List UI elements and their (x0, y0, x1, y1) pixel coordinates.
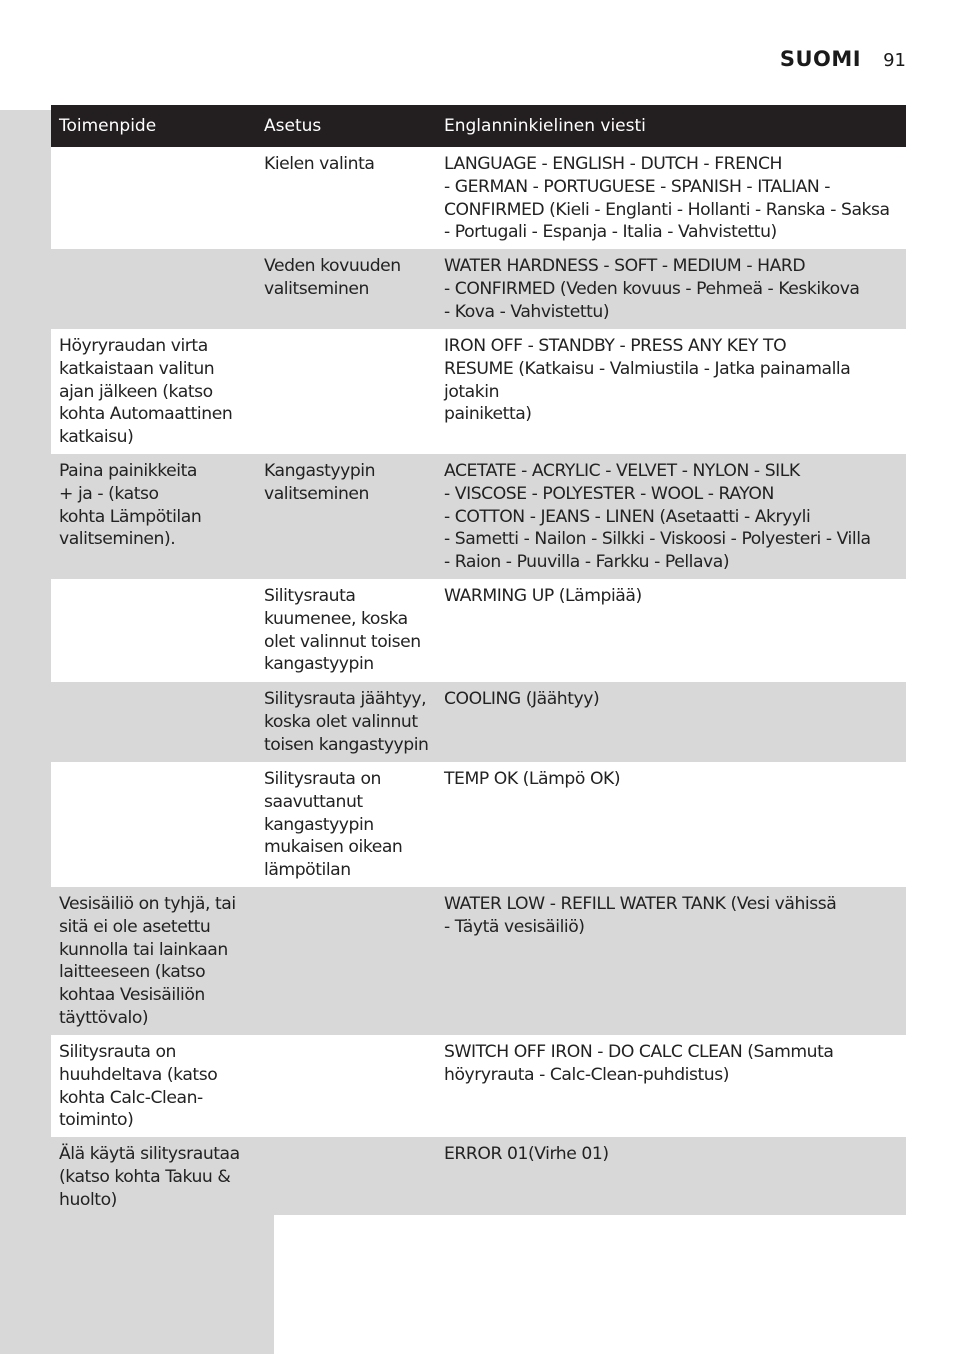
table-row (51, 579, 906, 682)
cell-message: COOLING (Jäähtyy) (444, 689, 600, 709)
cell-setting: Silitysrauta jäähtyy, koska olet valinnut toisen kangastyypin (264, 689, 429, 755)
cell-action: Älä käytä silitysrautaa (katso kohta Takuu & huolto) (59, 1144, 240, 1210)
table-row (51, 762, 906, 887)
cell-action (51, 768, 256, 887)
cell-action: Vesisäiliö on tyhjä, tai sitä ei ole asetettu kunnolla tai lainkaan laitteeseen (katso kohtaa Vesisäiliön täyttövalo) (59, 894, 236, 1028)
cell-message: WATER HARDNESS - SOFT - MEDIUM - HARD - CONFIRMED (Veden kovuus - Pehmeä - Keskikova - Kova - Vahvistettu) (444, 256, 860, 322)
cell-message: IRON OFF - STANDBY - PRESS ANY KEY TO RESUME (Katkaisu - Valmiustila - Jatka painamalla jotakin painiketta) (444, 336, 851, 425)
column-header-action: Toimenpide (59, 116, 157, 136)
page-number: 91 (883, 50, 906, 71)
cell-message: WATER LOW - REFILL WATER TANK (Vesi vähissä - Täytä vesisäiliö) (444, 894, 837, 937)
cell-setting: Kielen valinta (264, 154, 375, 174)
cell-action: Paina painikkeita + ja - (katso kohta Lämpötilan valitseminen). (59, 461, 202, 550)
table-row (51, 249, 906, 329)
cell-setting (256, 1143, 436, 1215)
cell-setting (256, 893, 436, 1035)
column-header-message: Englanninkielinen viesti (444, 116, 646, 136)
cell-action (51, 153, 256, 249)
table-row (51, 454, 906, 579)
table-row (51, 147, 906, 249)
cell-action: Silitysrauta on huuhdeltava (katso kohta Calc-Clean- toiminto) (59, 1042, 218, 1131)
message-table (51, 105, 906, 1215)
cell-setting (256, 335, 436, 454)
table-row (51, 1035, 906, 1137)
cell-message: TEMP OK (Lämpö OK) (444, 769, 621, 789)
cell-message: ACETATE - ACRYLIC - VELVET - NYLON - SILK - VISCOSE - POLYESTER - WOOL - RAYON - COTTON - JEANS - LINEN (Asetaatti - Akryyli - Sametti - Nailon - Silkki - Viskoosi - Polyesteri - Villa - Raion - Puuvilla - Farkku - Pellava) (444, 461, 871, 573)
cell-setting: Silitysrauta kuumenee, koska olet valinnut toisen kangastyypin (264, 586, 421, 675)
page-header (780, 47, 906, 71)
cell-action (51, 585, 256, 682)
cell-setting: Veden kovuuden valitseminen (264, 256, 401, 299)
table-row (51, 1137, 906, 1215)
table-header (51, 105, 906, 147)
cell-setting: Kangastyypin valitseminen (264, 461, 376, 504)
cell-message: WARMING UP (Lämpiää) (444, 586, 642, 606)
column-header-setting: Asetus (264, 116, 322, 136)
table-row (51, 329, 906, 454)
cell-action (51, 688, 256, 762)
cell-message: LANGUAGE - ENGLISH - DUTCH - FRENCH - GERMAN - PORTUGUESE - SPANISH - ITALIAN - CONFIRMED (Kieli - Englanti - Hollanti - Ranska - Saksa - Portugali - Espanja - Italia - Vahvistettu) (444, 154, 890, 243)
cell-action: Höyryraudan virta katkaistaan valitun ajan jälkeen (katso kohta Automaattinen katkaisu) (59, 336, 233, 448)
cell-setting (256, 1041, 436, 1137)
table-row (51, 887, 906, 1035)
cell-setting: Silitysrauta on saavuttanut kangastyypin mukaisen oikean lämpötilan (264, 769, 403, 881)
cell-message: SWITCH OFF IRON - DO CALC CLEAN (Sammuta höyryrauta - Calc-Clean-puhdistus) (444, 1042, 834, 1085)
cell-action (51, 255, 256, 329)
cell-message: ERROR 01(Virhe 01) (444, 1144, 609, 1164)
language-label: SUOMI (779, 47, 862, 71)
table-row (51, 682, 906, 762)
